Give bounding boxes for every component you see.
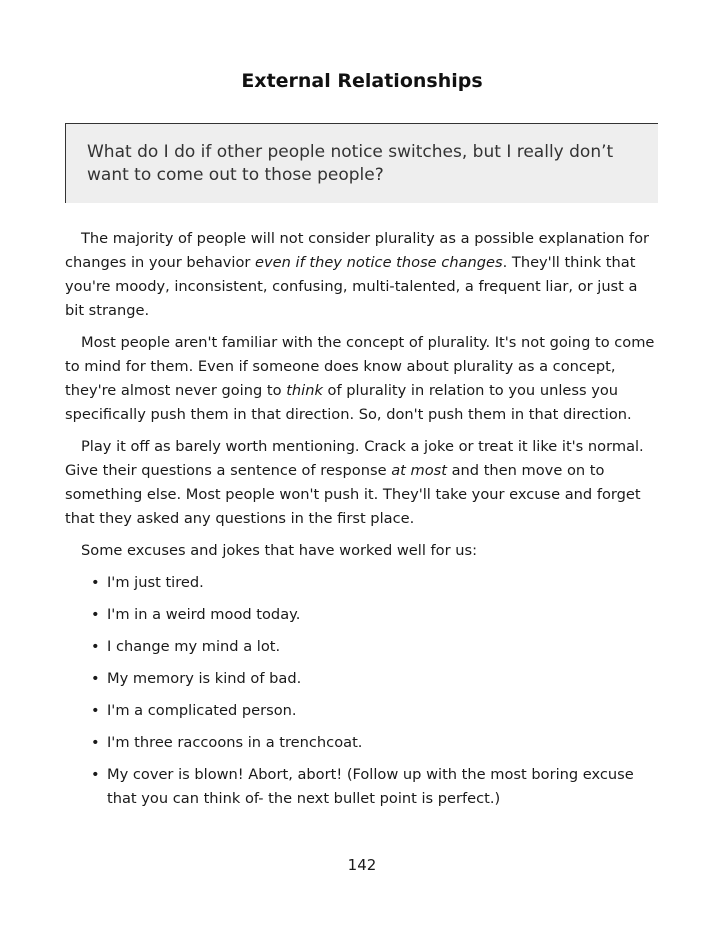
paragraph-1 [65, 227, 658, 323]
paragraph-2 [65, 331, 658, 427]
list-item [91, 667, 658, 691]
body-text [65, 227, 658, 819]
paragraph-3 [65, 435, 658, 531]
list-item-text: I'm just tired. [107, 574, 204, 591]
paragraph-2-emphasis: think [286, 382, 323, 399]
list-item-text: I'm a complicated person. [107, 702, 297, 719]
list-item-text: I'm in a weird mood today. [107, 606, 301, 623]
paragraph-4: Some excuses and jokes that have worked well for us: [81, 542, 477, 559]
paragraph-1-text-a: The majority of people will not consider plurality as a possible explanation for changes in your behavior [65, 230, 650, 271]
excuse-list [65, 571, 658, 811]
paragraph-1-emphasis: even if they notice those changes [255, 254, 503, 271]
bullet-icon: • [91, 606, 100, 623]
bullet-icon: • [91, 574, 100, 591]
paragraph-2-text-a: Most people aren't familiar with the concept of plurality. It's not going to come to mind for them. Even if someone does know about plurality as a concept, they're almost never going to [65, 334, 655, 399]
list-item-text: My cover is blown! Abort, abort! (Follow up with the most boring excuse that you can think of- the next bullet point is perfect.) [107, 766, 634, 807]
bullet-icon: • [91, 702, 100, 719]
list-item [91, 603, 658, 627]
list-item [91, 635, 658, 659]
question-callout: What do I do if other people notice switches, but I really don’t want to come out to those people? [65, 123, 658, 203]
paragraph-2-text-b: of plurality in relation to you unless you specifically push them in that direction. So, don't push them in that direction. [65, 382, 632, 423]
paragraph-3-text-b: and then move on to something else. Most people won't push it. They'll take your excuse and forget that they asked any questions in the first place. [65, 462, 641, 527]
bullet-icon: • [91, 670, 100, 687]
bullet-icon: • [91, 638, 100, 655]
list-item [91, 763, 658, 811]
paragraph-3-emphasis: at most [391, 462, 447, 479]
bullet-icon: • [91, 766, 100, 783]
paragraph-1-text-b: . They'll think that you're moody, inconsistent, confusing, multi-talented, a frequent liar, or just a bit strange. [65, 254, 638, 319]
page-number: 142 [347, 856, 377, 874]
list-item [91, 699, 658, 723]
paragraph-3-text-a: Play it off as barely worth mentioning. Crack a joke or treat it like it's normal. Give their questions a sentence of response [65, 438, 644, 479]
list-item [91, 731, 658, 755]
list-item-text: I change my mind a lot. [107, 638, 281, 655]
bullet-icon: • [91, 734, 100, 751]
section-heading: External Relationships [241, 70, 483, 92]
list-item-text: I'm three raccoons in a trenchcoat. [107, 734, 363, 751]
list-item [91, 571, 658, 595]
list-item-text: My memory is kind of bad. [107, 670, 302, 687]
